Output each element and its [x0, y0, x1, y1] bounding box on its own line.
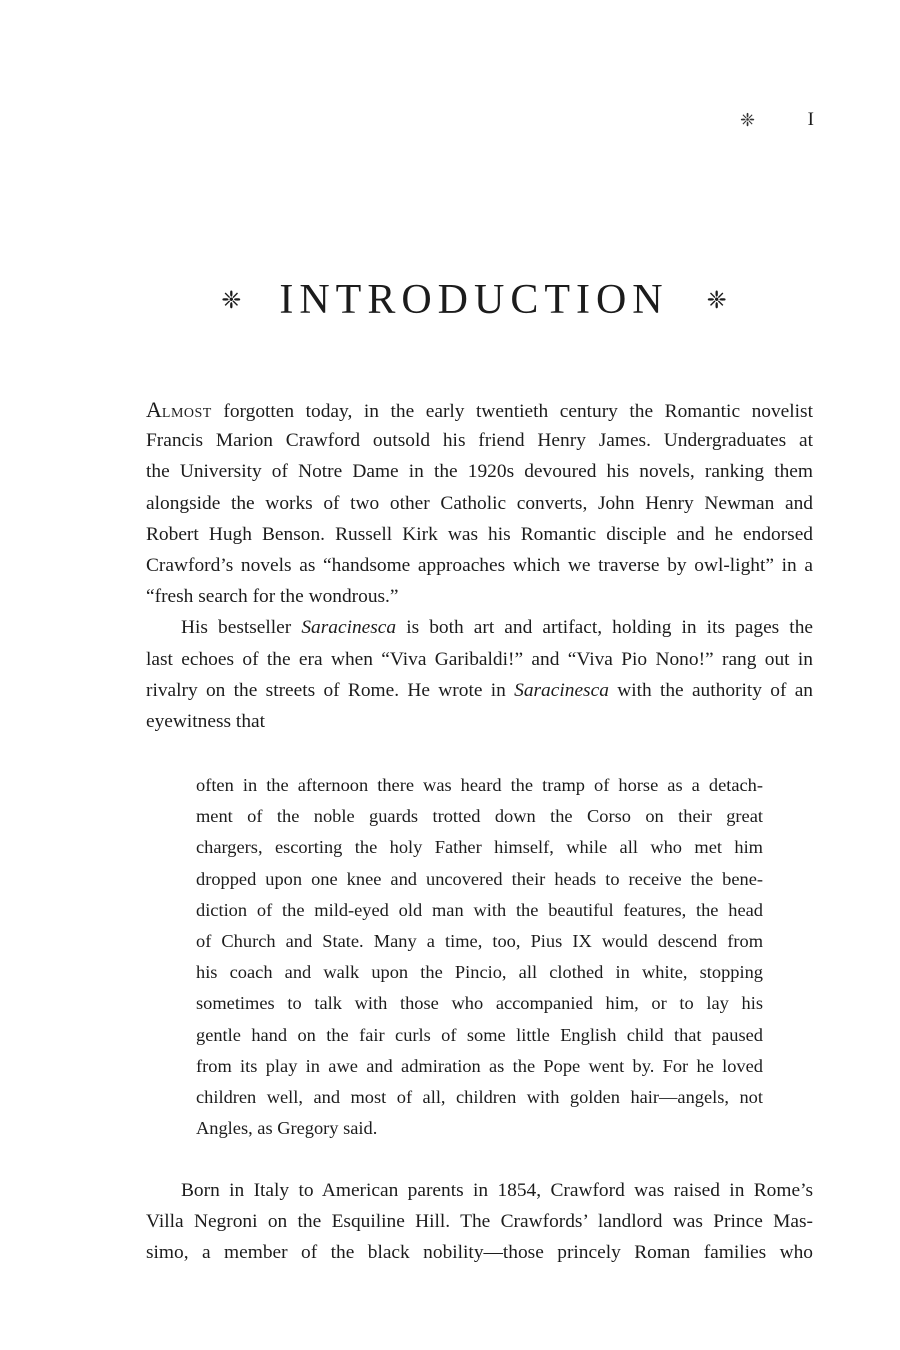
line-text: rivalry on the streets of Rome. He wrote in [146, 679, 515, 701]
running-head [740, 108, 815, 132]
quote-line: of Church and State. Many a time, too, Pius IX would descend from [196, 930, 763, 951]
paragraph-line: last echoes of the era when “Viva Garibaldi!” and “Viva Pio Nono!” rang out in [146, 648, 813, 670]
quote-line: chargers, escorting the holy Father himself, while all who met him [196, 837, 763, 858]
ornament-right-icon: ❈ [706, 287, 727, 314]
quote-line: ment of the noble guards trotted down the Corso on their great [196, 806, 763, 827]
quote-line: sometimes to talk with those who accompanied him, or to lay his [196, 993, 763, 1014]
paragraph-line: Villa Negroni on the Esquiline Hill. The Crawfords’ landlord was Prince Mas- [146, 1211, 813, 1233]
chapter-title [0, 276, 900, 324]
book-title: Saracinesca [301, 617, 397, 639]
paragraph-line [146, 675, 813, 706]
line-text: is both art and artifact, holding in its pages the [396, 617, 813, 639]
quote-line: diction of the mild-eyed old man with the beautiful features, the head [196, 899, 763, 920]
quote-line: his coach and walk upon the Pincio, all clothed in white, stopping [196, 962, 763, 983]
ornament-left-icon: ❈ [221, 287, 242, 314]
quote-line: gentle hand on the fair curls of some little English child that paused [196, 1024, 763, 1045]
ornament-icon: ❈ [740, 109, 756, 130]
book-title: Saracinesca [514, 679, 609, 701]
chapter-title-text: INTRODUCTION [279, 277, 669, 324]
paragraph-line: eyewitness that [146, 710, 266, 732]
paragraph-line: simo, a member of the black nobility—those princely Roman families who [146, 1242, 813, 1264]
paragraph-line [146, 612, 813, 643]
quote-line: dropped upon one knee and uncovered their heads to receive the bene- [196, 868, 763, 889]
paragraph-line: alongside the works of two other Catholic converts, John Henry Newman and [146, 492, 813, 514]
paragraph-2 [146, 612, 813, 737]
page-number: I [807, 109, 815, 130]
paragraph-line: Francis Marion Crawford outsold his friend Henry James. Undergraduates at [146, 430, 813, 452]
quote-line: children well, and most of all, children with golden hair—angels, not [196, 1086, 763, 1107]
paragraph-1 [146, 394, 813, 612]
quote-line: from its play in awe and admiration as the Pope went by. For he loved [196, 1055, 763, 1076]
paragraph-line: Born in Italy to American parents in 1854, Crawford was raised in Rome’s [181, 1180, 813, 1201]
lead-small-caps: lmost [161, 401, 212, 422]
paragraph-line: Crawford’s novels as “handsome approaches which we traverse by owl-light” in a [146, 554, 813, 576]
quote-line: Angles, as Gregory said. [196, 1118, 378, 1139]
paragraph-line: Robert Hugh Benson. Russell Kirk was his Romantic disciple and he endorsed [146, 523, 813, 545]
lead-capital: A [146, 397, 162, 422]
paragraph-line: “fresh search for the wondrous.” [146, 586, 399, 608]
line-text: with the authority of an [608, 679, 813, 701]
line-text: His bestseller [181, 617, 302, 639]
block-quote [196, 770, 763, 1144]
paragraph-line [146, 394, 813, 425]
paragraph-3 [146, 1175, 813, 1269]
line-text: forgotten today, in the early twentieth century the Romantic novelist [211, 401, 813, 422]
quote-line: often in the afternoon there was heard the tramp of horse as a detach- [196, 775, 763, 795]
paragraph-line: the University of Notre Dame in the 1920s devoured his novels, ranking them [146, 461, 813, 483]
